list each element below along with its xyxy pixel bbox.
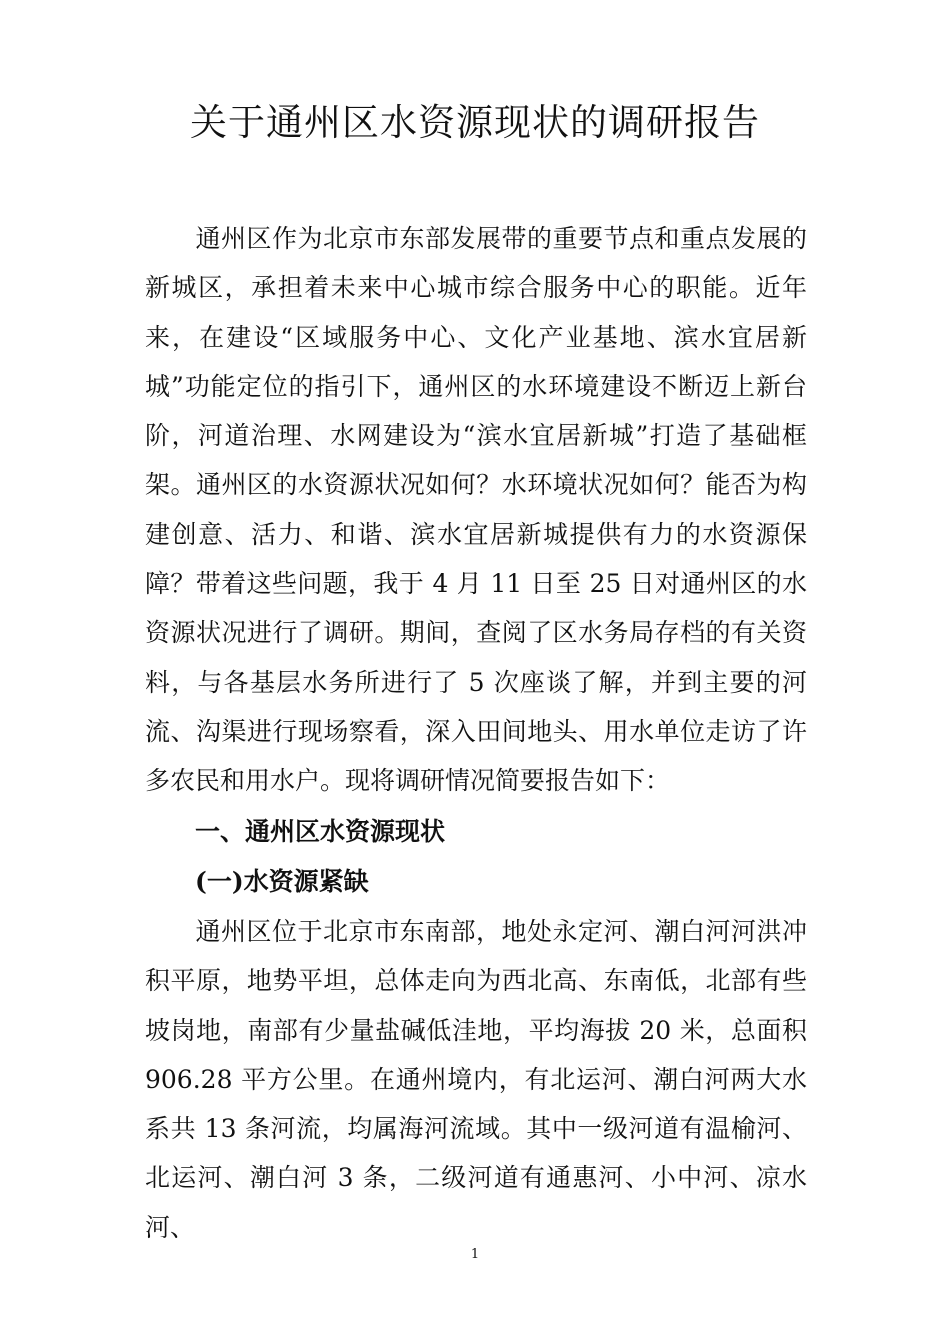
intro-paragraph-text: 通州区作为北京市东部发展带的重要节点和重点发展的新城区，承担着未来中心城市综合服务中心的职能。近年来，在建设“区域服务中心、文化产业基地、滨水宜居新城”功能定位的指引下，通州区的水环境建设不断迈上新台阶，河道治理、水网建设为“滨水宜居新城”打造了基础框架。通州区的水资源状况如何？水环境状况如何？能否为构建创意、活力、和谐、滨水宜居新城提供有力的水资源保 障？带着这些问题，我于 4 月 11 日至 25 日对通州区的水资源状况进行了调研。期间，查阅了区水务局存档的有关资料，与各基层水务所进行了 5 次座谈了解，并到主要的河流、沟渠进行现场察看，深入田间地头、用水单位走访了许多农民和用水户。现将调研情况简要报告如下： (145, 224, 807, 796)
page-number: 1 (470, 1247, 480, 1262)
intro-paragraph (145, 214, 807, 806)
section-heading: 一、通州区水资源现状 (195, 817, 446, 846)
document-title: 关于通州区水资源现状的调研报告 (190, 101, 760, 144)
subsection-heading: (一)水资源紧缺 (195, 867, 369, 896)
body-paragraph (145, 907, 807, 1252)
body-paragraph-text: 通州区位于北京市东南部，地处永定河、潮白河河洪冲积平原，地势平坦，总体走向为西北高、东南低，北部有些坡岗地，南部有少量盐碱低洼地，平均海拔 20 米，总面积 906.28 平方公里。在通州境内，有北运河、潮白河两大水系共 13 条河流，均属海河流域。其中一级河道有温榆河、北运河、潮白河 3 条，二级河道有通惠河、小中河、凉水河、 (145, 917, 807, 1242)
